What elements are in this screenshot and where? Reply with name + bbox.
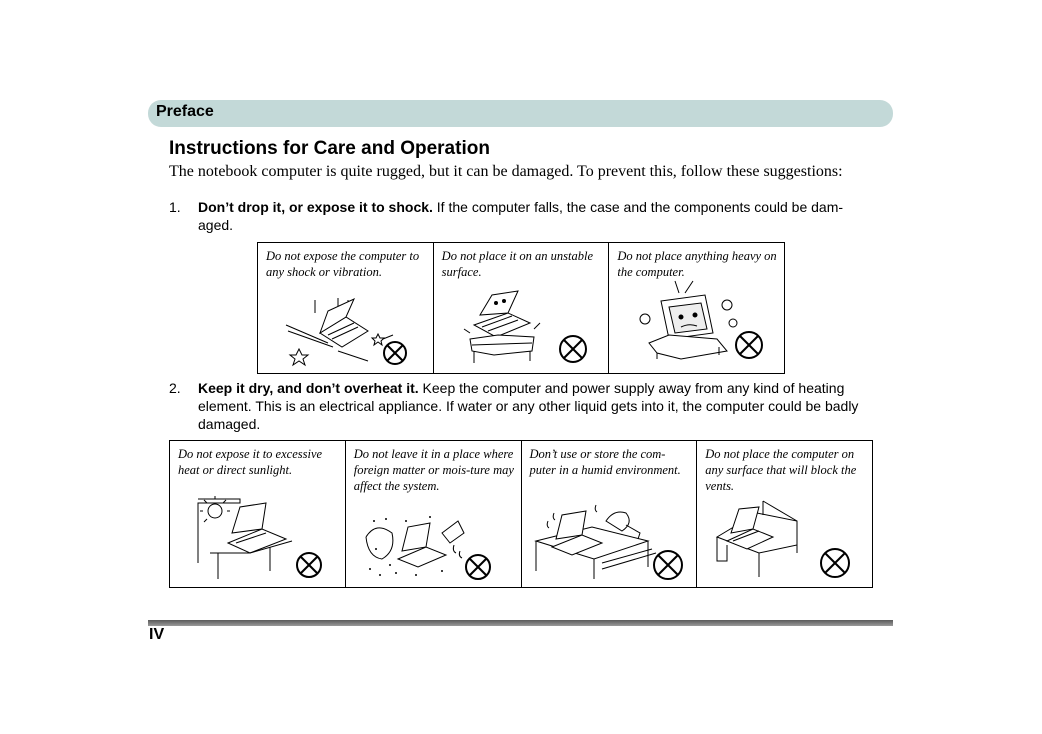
panel-unstable [434, 243, 610, 373]
heavy-object-illustration [609, 243, 784, 373]
dust-moisture-illustration [346, 441, 522, 587]
item-heading: Keep it dry, and don’t overheat it. [198, 380, 419, 396]
section-header-bar [148, 100, 893, 127]
section-title: Preface [156, 103, 214, 120]
panel-caption: Do not leave it in a place where foreign matter or mois-ture may affect the system. [353, 447, 514, 493]
panel-caption: Do not place the computer on any surface that will block the vents. [705, 447, 857, 493]
panel-moisture [346, 441, 522, 587]
panel-caption: Do not place anything heavy on the computer. [617, 249, 777, 279]
item-number: 2. [169, 380, 181, 396]
list-item-1 [169, 198, 874, 234]
item-text: Keep the computer and power supply away from any kind of heating element. This is an electrical appliance. If water or any other liquid gets into it, the computer could be badly damaged. [198, 380, 859, 432]
item-text: If the computer falls, the case and the components could be dam-aged. [198, 199, 844, 233]
illustration-table-1 [257, 242, 785, 374]
dropped-notebook-illustration [258, 243, 433, 373]
footer-rule [148, 620, 893, 626]
unstable-surface-illustration [434, 243, 609, 373]
panel-heavy [609, 243, 784, 373]
page-number: IV [149, 626, 165, 643]
sunlight-illustration [170, 441, 346, 587]
item-heading: Don’t drop it, or expose it to shock. [198, 199, 433, 215]
panel-caption: Do not expose it to excessive heat or direct sunlight. [178, 447, 323, 477]
panel-sunlight [170, 441, 346, 587]
illustration-table-2 [169, 440, 873, 588]
blocked-vents-illustration [697, 441, 873, 587]
panel-humid [522, 441, 698, 587]
item-body [198, 379, 874, 433]
panel-caption: Do not expose the computer to any shock or vibration. [266, 249, 420, 279]
panel-caption: Don’t use or store the com-puter in a humid environment. [529, 447, 681, 477]
item-number: 1. [169, 199, 181, 215]
intro-paragraph: The notebook computer is quite rugged, but it can be damaged. To prevent this, follow these suggestions: [169, 163, 843, 180]
panel-caption: Do not place it on an unstable surface. [441, 249, 594, 279]
page-title: Instructions for Care and Operation [169, 138, 490, 159]
list-item-2 [169, 379, 874, 433]
item-body [198, 198, 874, 234]
panel-vents [697, 441, 872, 587]
humid-environment-illustration [522, 441, 698, 587]
panel-shock [258, 243, 434, 373]
